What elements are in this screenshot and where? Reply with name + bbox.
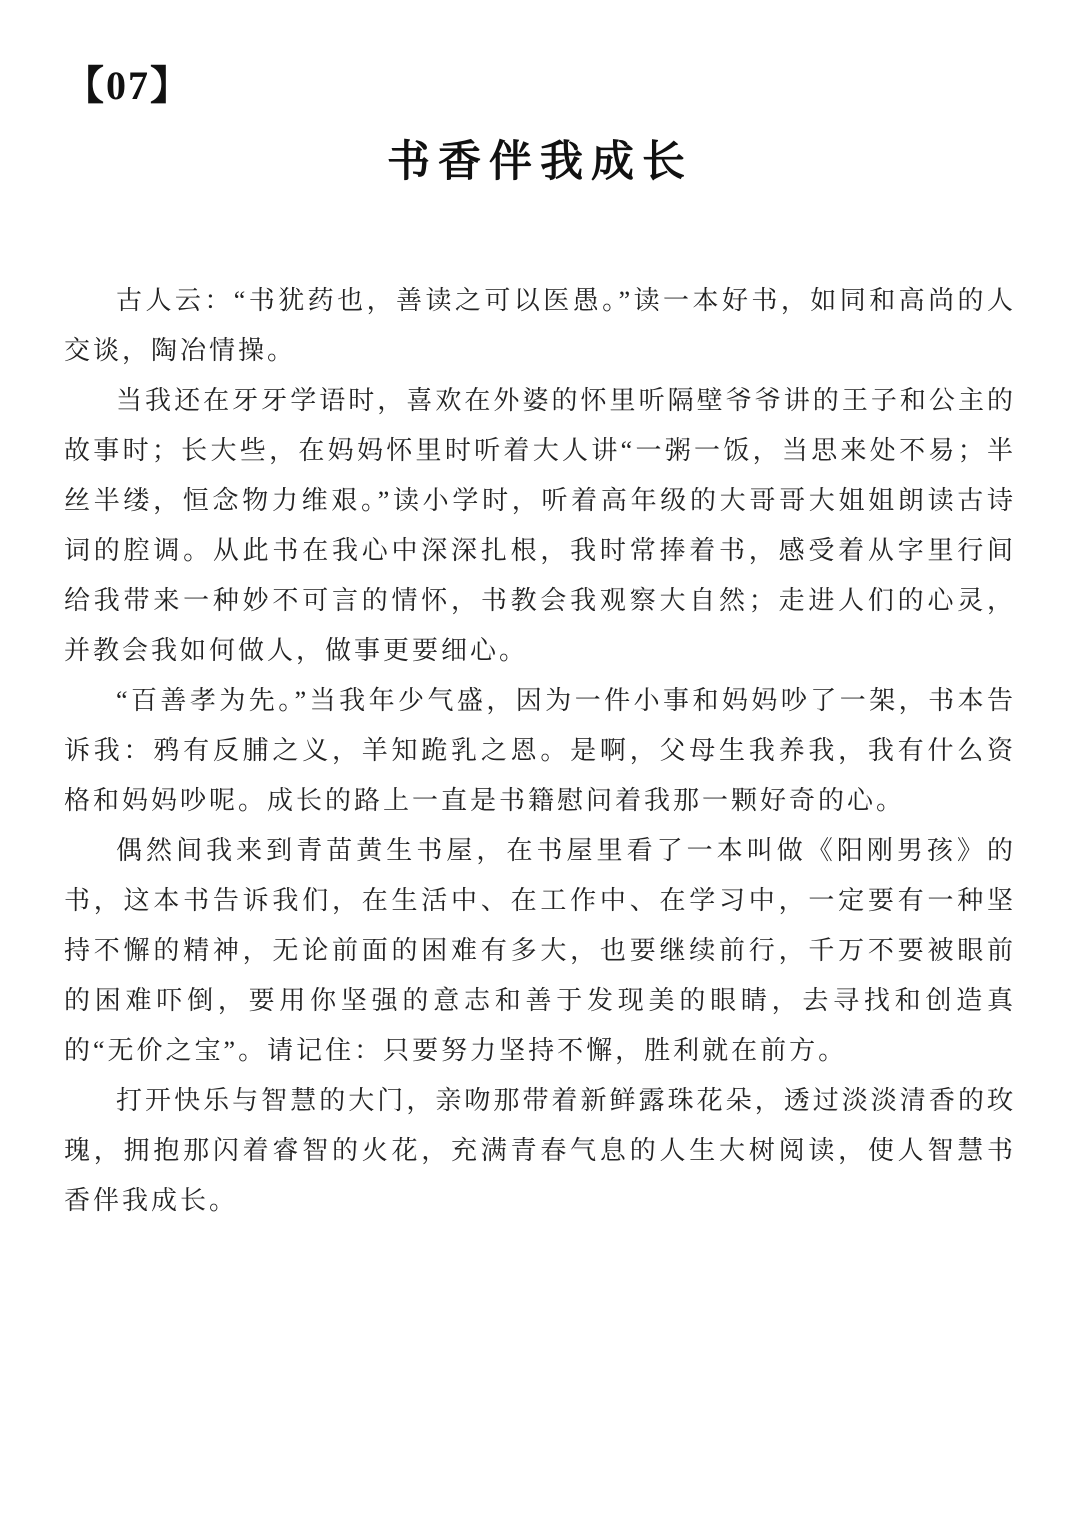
essay-title: 书香伴我成长 — [387, 139, 693, 186]
section-number: 【07】 — [64, 63, 192, 108]
paragraph-4: 偶然间我来到青苗黄生书屋，在书屋里看了一本叫做《阳刚男孩》的书，这本书告诉我们，在生活中、在工作中、在学习中，一定要有一种坚持不懈的精神，无论前面的困难有多大，也要继续前行，千万不要被眼前的困难吓倒，要用你坚强的意志和善于发现美的眼睛，去寻找和创造真的“无价之宝”。请记住：只要努力坚持不懈，胜利就在前方。 — [64, 836, 1016, 1065]
paragraph-1: 古人云：“书犹药也，善读之可以医愚。”读一本好书，如同和高尚的人交谈，陶冶情操。 — [64, 286, 1016, 365]
essay-body — [64, 276, 1016, 1226]
paragraph-3: “百善孝为先。”当我年少气盛，因为一件小事和妈妈吵了一架，书本告诉我：鸦有反脯之义，羊知跪乳之恩。是啊，父母生我养我，我有什么资格和妈妈吵呢。成长的路上一直是书籍慰问着我那一颗好奇的心。 — [64, 686, 1016, 815]
paragraph-5: 打开快乐与智慧的大门，亲吻那带着新鲜露珠花朵，透过淡淡清香的玫瑰，拥抱那闪着睿智的火花，充满青春气息的人生大树阅读，使人智慧书香伴我成长。 — [64, 1086, 1016, 1215]
paragraph-2: 当我还在牙牙学语时，喜欢在外婆的怀里听隔壁爷爷讲的王子和公主的故事时；长大些，在妈妈怀里时听着大人讲“一粥一饭，当思来处不易；半丝半缕，恒念物力维艰。”读小学时，听着高年级的大哥哥大姐姐朗读古诗词的腔调。从此书在我心中深深扎根，我时常捧着书，感受着从字里行间给我带来一种妙不可言的情怀，书教会我观察大自然；走进人们的心灵，并教会我如何做人，做事更要细心。 — [64, 386, 1016, 665]
